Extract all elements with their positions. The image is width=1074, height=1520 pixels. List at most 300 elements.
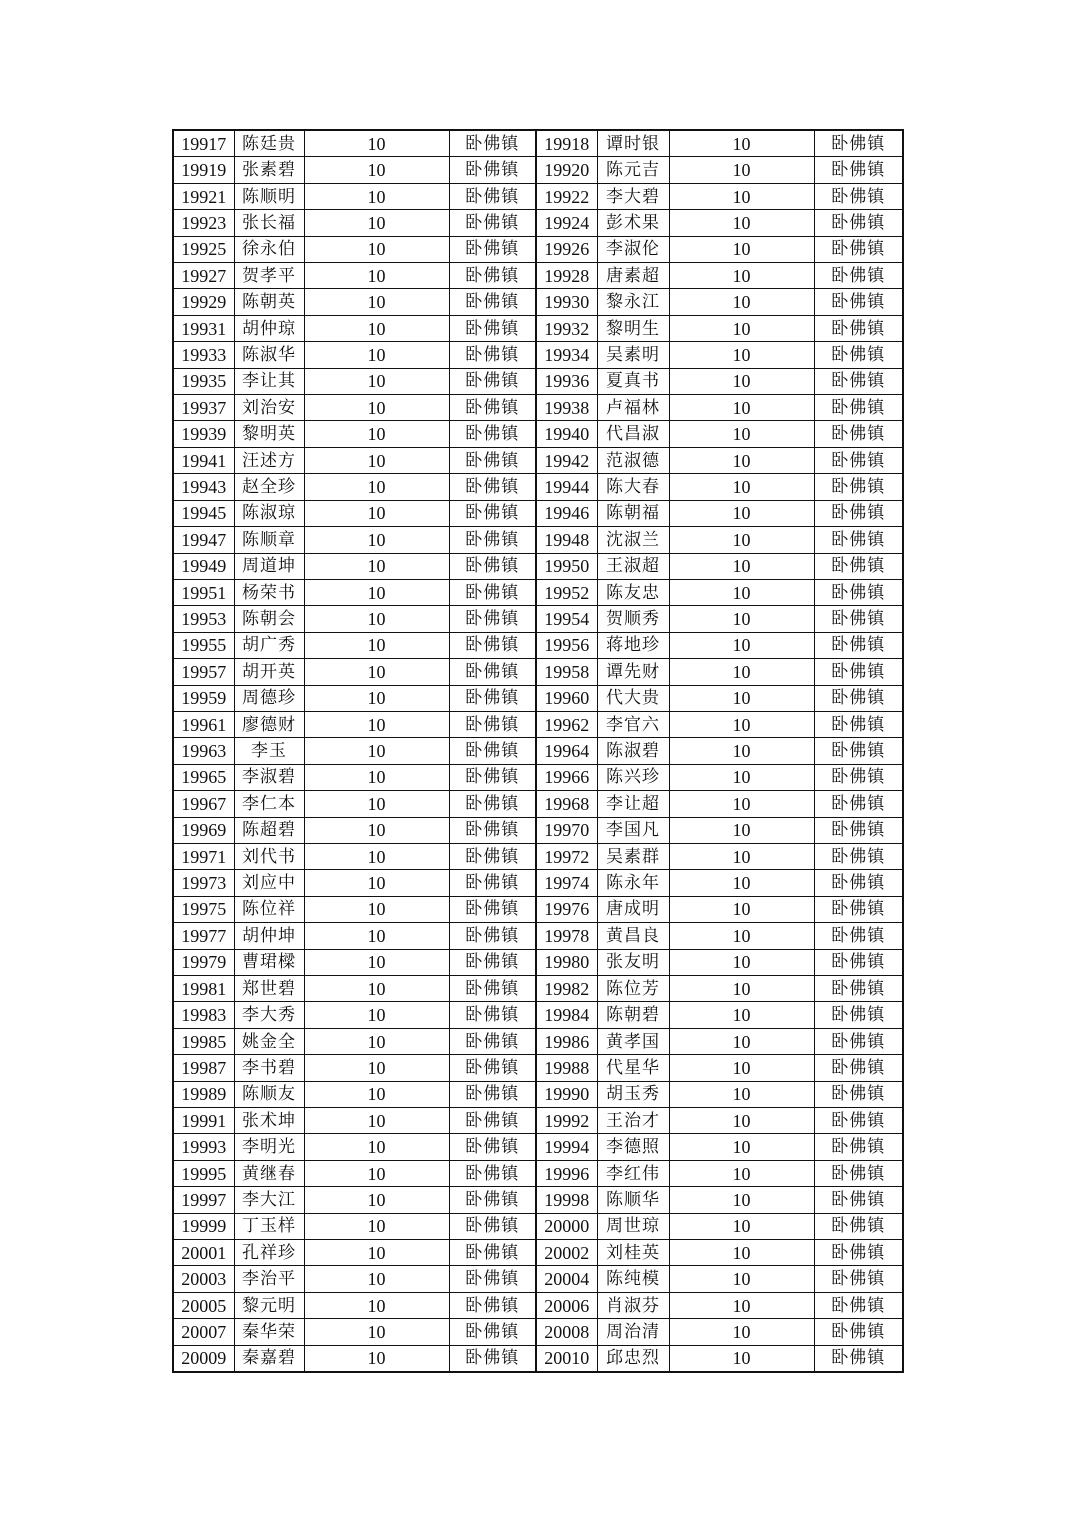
record-id-cell: 19924 [536, 210, 597, 236]
amount-cell: 10 [304, 1266, 449, 1292]
record-id-cell: 19938 [536, 395, 597, 421]
town-name-cell: 卧佛镇 [449, 474, 536, 500]
amount-cell: 10 [669, 1160, 814, 1186]
record-id-cell: 19973 [173, 870, 234, 896]
person-name-cell: 杨荣书 [234, 579, 304, 605]
town-name-cell: 卧佛镇 [814, 659, 903, 685]
person-name-cell: 胡仲琼 [234, 315, 304, 341]
town-name-cell: 卧佛镇 [814, 1319, 903, 1345]
amount-cell: 10 [669, 421, 814, 447]
record-id-cell: 19996 [536, 1160, 597, 1186]
record-id-cell: 19917 [173, 130, 234, 157]
town-name-cell: 卧佛镇 [449, 711, 536, 737]
amount-cell: 10 [669, 976, 814, 1002]
town-name-cell: 卧佛镇 [814, 1134, 903, 1160]
person-name-cell: 李玉 [234, 738, 304, 764]
amount-cell: 10 [304, 289, 449, 315]
town-name-cell: 卧佛镇 [449, 553, 536, 579]
record-id-cell: 19941 [173, 447, 234, 473]
person-name-cell: 黎明英 [234, 421, 304, 447]
town-name-cell: 卧佛镇 [449, 764, 536, 790]
person-name-cell: 陈廷贵 [234, 130, 304, 157]
person-name-cell: 代昌淑 [597, 421, 669, 447]
record-id-cell: 19999 [173, 1213, 234, 1239]
amount-cell: 10 [669, 527, 814, 553]
record-id-cell: 19940 [536, 421, 597, 447]
amount-cell: 10 [669, 738, 814, 764]
table-row [173, 447, 903, 473]
town-name-cell: 卧佛镇 [449, 659, 536, 685]
record-id-cell: 19943 [173, 474, 234, 500]
amount-cell: 10 [304, 263, 449, 289]
person-name-cell: 吴素明 [597, 342, 669, 368]
person-name-cell: 廖德财 [234, 711, 304, 737]
person-name-cell: 李大江 [234, 1187, 304, 1213]
person-name-cell: 周道坤 [234, 553, 304, 579]
amount-cell: 10 [304, 791, 449, 817]
person-name-cell: 黄继春 [234, 1160, 304, 1186]
amount-cell: 10 [669, 289, 814, 315]
amount-cell: 10 [304, 183, 449, 209]
record-id-cell: 19995 [173, 1160, 234, 1186]
amount-cell: 10 [304, 1108, 449, 1134]
amount-cell: 10 [669, 711, 814, 737]
amount-cell: 10 [669, 315, 814, 341]
person-name-cell: 陈顺友 [234, 1081, 304, 1107]
amount-cell: 10 [304, 1292, 449, 1318]
person-name-cell: 李让超 [597, 791, 669, 817]
town-name-cell: 卧佛镇 [449, 447, 536, 473]
town-name-cell: 卧佛镇 [814, 817, 903, 843]
person-name-cell: 张术坤 [234, 1108, 304, 1134]
town-name-cell: 卧佛镇 [814, 632, 903, 658]
record-id-cell: 19967 [173, 791, 234, 817]
town-name-cell: 卧佛镇 [814, 315, 903, 341]
town-name-cell: 卧佛镇 [814, 1081, 903, 1107]
record-id-cell: 19930 [536, 289, 597, 315]
town-name-cell: 卧佛镇 [449, 896, 536, 922]
town-name-cell: 卧佛镇 [814, 976, 903, 1002]
table-row [173, 1319, 903, 1345]
record-id-cell: 19985 [173, 1028, 234, 1054]
town-name-cell: 卧佛镇 [814, 711, 903, 737]
record-id-cell: 19928 [536, 263, 597, 289]
amount-cell: 10 [669, 1187, 814, 1213]
person-name-cell: 李治平 [234, 1266, 304, 1292]
table-row [173, 1240, 903, 1266]
record-id-cell: 19968 [536, 791, 597, 817]
town-name-cell: 卧佛镇 [449, 263, 536, 289]
town-name-cell: 卧佛镇 [449, 421, 536, 447]
amount-cell: 10 [304, 1081, 449, 1107]
person-name-cell: 陈位祥 [234, 896, 304, 922]
amount-cell: 10 [304, 315, 449, 341]
amount-cell: 10 [669, 659, 814, 685]
person-name-cell: 代星华 [597, 1055, 669, 1081]
amount-cell: 10 [304, 843, 449, 869]
person-name-cell: 陈大春 [597, 474, 669, 500]
amount-cell: 10 [304, 1319, 449, 1345]
person-name-cell: 刘代书 [234, 843, 304, 869]
town-name-cell: 卧佛镇 [449, 289, 536, 315]
person-name-cell: 孔祥珍 [234, 1240, 304, 1266]
record-id-cell: 19979 [173, 949, 234, 975]
amount-cell: 10 [304, 527, 449, 553]
town-name-cell: 卧佛镇 [449, 1134, 536, 1160]
person-name-cell: 李官六 [597, 711, 669, 737]
person-name-cell: 唐素超 [597, 263, 669, 289]
table-row [173, 579, 903, 605]
amount-cell: 10 [304, 817, 449, 843]
person-name-cell: 陈淑琼 [234, 500, 304, 526]
town-name-cell: 卧佛镇 [449, 632, 536, 658]
amount-cell: 10 [304, 949, 449, 975]
record-id-cell: 19920 [536, 157, 597, 183]
record-id-cell: 19974 [536, 870, 597, 896]
table-row [173, 659, 903, 685]
table-row [173, 527, 903, 553]
table-row [173, 976, 903, 1002]
record-id-cell: 19975 [173, 896, 234, 922]
town-name-cell: 卧佛镇 [814, 447, 903, 473]
table-row [173, 1055, 903, 1081]
record-id-cell: 19951 [173, 579, 234, 605]
person-name-cell: 李红伟 [597, 1160, 669, 1186]
person-name-cell: 陈顺华 [597, 1187, 669, 1213]
record-id-cell: 19953 [173, 606, 234, 632]
amount-cell: 10 [304, 764, 449, 790]
record-id-cell: 19994 [536, 1134, 597, 1160]
table-row [173, 632, 903, 658]
record-id-cell: 19966 [536, 764, 597, 790]
record-id-cell: 19958 [536, 659, 597, 685]
amount-cell: 10 [669, 500, 814, 526]
record-id-cell: 19959 [173, 685, 234, 711]
record-id-cell: 19945 [173, 500, 234, 526]
record-id-cell: 19989 [173, 1081, 234, 1107]
town-name-cell: 卧佛镇 [814, 1002, 903, 1028]
table-row [173, 368, 903, 394]
record-id-cell: 19960 [536, 685, 597, 711]
person-name-cell: 李国凡 [597, 817, 669, 843]
record-id-cell: 19939 [173, 421, 234, 447]
table-row [173, 500, 903, 526]
amount-cell: 10 [669, 579, 814, 605]
record-id-cell: 19981 [173, 976, 234, 1002]
town-name-cell: 卧佛镇 [449, 342, 536, 368]
record-id-cell: 19927 [173, 263, 234, 289]
amount-cell: 10 [304, 210, 449, 236]
amount-cell: 10 [304, 870, 449, 896]
record-id-cell: 19921 [173, 183, 234, 209]
person-name-cell: 陈朝福 [597, 500, 669, 526]
amount-cell: 10 [304, 711, 449, 737]
amount-cell: 10 [669, 553, 814, 579]
town-name-cell: 卧佛镇 [814, 1292, 903, 1318]
town-name-cell: 卧佛镇 [449, 685, 536, 711]
person-name-cell: 秦嘉碧 [234, 1345, 304, 1372]
record-id-cell: 19947 [173, 527, 234, 553]
town-name-cell: 卧佛镇 [814, 1055, 903, 1081]
town-name-cell: 卧佛镇 [814, 738, 903, 764]
person-name-cell: 王治才 [597, 1108, 669, 1134]
town-name-cell: 卧佛镇 [814, 949, 903, 975]
amount-cell: 10 [669, 949, 814, 975]
amount-cell: 10 [304, 421, 449, 447]
table-row [173, 1134, 903, 1160]
amount-cell: 10 [304, 1240, 449, 1266]
town-name-cell: 卧佛镇 [449, 1081, 536, 1107]
amount-cell: 10 [669, 236, 814, 262]
amount-cell: 10 [669, 632, 814, 658]
table-row [173, 738, 903, 764]
amount-cell: 10 [304, 923, 449, 949]
town-name-cell: 卧佛镇 [449, 236, 536, 262]
amount-cell: 10 [304, 1002, 449, 1028]
person-name-cell: 刘治安 [234, 395, 304, 421]
table-row [173, 1187, 903, 1213]
roster-body [173, 130, 903, 1372]
town-name-cell: 卧佛镇 [449, 1240, 536, 1266]
amount-cell: 10 [304, 659, 449, 685]
person-name-cell: 胡广秀 [234, 632, 304, 658]
person-name-cell: 李德照 [597, 1134, 669, 1160]
table-row [173, 1108, 903, 1134]
person-name-cell: 沈淑兰 [597, 527, 669, 553]
table-row [173, 130, 903, 157]
person-name-cell: 李淑伦 [597, 236, 669, 262]
amount-cell: 10 [669, 210, 814, 236]
record-id-cell: 19969 [173, 817, 234, 843]
town-name-cell: 卧佛镇 [814, 368, 903, 394]
record-id-cell: 19972 [536, 843, 597, 869]
table-row [173, 289, 903, 315]
amount-cell: 10 [669, 1028, 814, 1054]
town-name-cell: 卧佛镇 [449, 183, 536, 209]
record-id-cell: 19936 [536, 368, 597, 394]
table-row [173, 817, 903, 843]
table-row [173, 474, 903, 500]
table-row [173, 870, 903, 896]
amount-cell: 10 [669, 368, 814, 394]
town-name-cell: 卧佛镇 [814, 342, 903, 368]
town-name-cell: 卧佛镇 [449, 395, 536, 421]
record-id-cell: 19983 [173, 1002, 234, 1028]
amount-cell: 10 [669, 395, 814, 421]
town-name-cell: 卧佛镇 [449, 949, 536, 975]
record-id-cell: 19962 [536, 711, 597, 737]
town-name-cell: 卧佛镇 [814, 1213, 903, 1239]
amount-cell: 10 [669, 606, 814, 632]
person-name-cell: 陈顺章 [234, 527, 304, 553]
record-id-cell: 19954 [536, 606, 597, 632]
person-name-cell: 贺顺秀 [597, 606, 669, 632]
amount-cell: 10 [669, 896, 814, 922]
town-name-cell: 卧佛镇 [449, 500, 536, 526]
person-name-cell: 陈朝碧 [597, 1002, 669, 1028]
person-name-cell: 卢福林 [597, 395, 669, 421]
town-name-cell: 卧佛镇 [814, 289, 903, 315]
record-id-cell: 20008 [536, 1319, 597, 1345]
person-name-cell: 汪述方 [234, 447, 304, 473]
person-name-cell: 李书碧 [234, 1055, 304, 1081]
town-name-cell: 卧佛镇 [814, 236, 903, 262]
person-name-cell: 李大碧 [597, 183, 669, 209]
table-row [173, 263, 903, 289]
town-name-cell: 卧佛镇 [449, 315, 536, 341]
town-name-cell: 卧佛镇 [449, 923, 536, 949]
town-name-cell: 卧佛镇 [814, 553, 903, 579]
town-name-cell: 卧佛镇 [814, 764, 903, 790]
amount-cell: 10 [669, 1002, 814, 1028]
amount-cell: 10 [669, 791, 814, 817]
amount-cell: 10 [304, 1345, 449, 1372]
person-name-cell: 陈超碧 [234, 817, 304, 843]
table-row [173, 923, 903, 949]
person-name-cell: 肖淑芬 [597, 1292, 669, 1318]
town-name-cell: 卧佛镇 [814, 263, 903, 289]
record-id-cell: 19986 [536, 1028, 597, 1054]
town-name-cell: 卧佛镇 [449, 1292, 536, 1318]
amount-cell: 10 [669, 130, 814, 157]
town-name-cell: 卧佛镇 [814, 421, 903, 447]
record-id-cell: 19965 [173, 764, 234, 790]
record-id-cell: 19955 [173, 632, 234, 658]
record-id-cell: 19978 [536, 923, 597, 949]
town-name-cell: 卧佛镇 [814, 791, 903, 817]
record-id-cell: 19923 [173, 210, 234, 236]
amount-cell: 10 [304, 1187, 449, 1213]
town-name-cell: 卧佛镇 [814, 527, 903, 553]
person-name-cell: 丁玉样 [234, 1213, 304, 1239]
town-name-cell: 卧佛镇 [814, 606, 903, 632]
record-id-cell: 19976 [536, 896, 597, 922]
person-name-cell: 陈朝英 [234, 289, 304, 315]
amount-cell: 10 [669, 474, 814, 500]
record-id-cell: 20000 [536, 1213, 597, 1239]
person-name-cell: 周德珍 [234, 685, 304, 711]
person-name-cell: 李明光 [234, 1134, 304, 1160]
record-id-cell: 20007 [173, 1319, 234, 1345]
person-name-cell: 秦华荣 [234, 1319, 304, 1345]
person-name-cell: 张素碧 [234, 157, 304, 183]
record-id-cell: 19931 [173, 315, 234, 341]
table-row [173, 1081, 903, 1107]
town-name-cell: 卧佛镇 [814, 395, 903, 421]
amount-cell: 10 [304, 342, 449, 368]
record-id-cell: 19949 [173, 553, 234, 579]
amount-cell: 10 [304, 368, 449, 394]
town-name-cell: 卧佛镇 [814, 579, 903, 605]
amount-cell: 10 [669, 1055, 814, 1081]
person-name-cell: 陈兴珍 [597, 764, 669, 790]
table-row [173, 315, 903, 341]
town-name-cell: 卧佛镇 [814, 685, 903, 711]
table-row [173, 685, 903, 711]
record-id-cell: 19993 [173, 1134, 234, 1160]
town-name-cell: 卧佛镇 [814, 1240, 903, 1266]
record-id-cell: 19988 [536, 1055, 597, 1081]
amount-cell: 10 [669, 1319, 814, 1345]
record-id-cell: 19926 [536, 236, 597, 262]
amount-cell: 10 [304, 579, 449, 605]
record-id-cell: 19956 [536, 632, 597, 658]
person-name-cell: 张友明 [597, 949, 669, 975]
amount-cell: 10 [304, 474, 449, 500]
record-id-cell: 19934 [536, 342, 597, 368]
town-name-cell: 卧佛镇 [449, 1028, 536, 1054]
amount-cell: 10 [669, 1345, 814, 1372]
town-name-cell: 卧佛镇 [449, 1002, 536, 1028]
person-name-cell: 赵全珍 [234, 474, 304, 500]
town-name-cell: 卧佛镇 [449, 817, 536, 843]
record-id-cell: 19991 [173, 1108, 234, 1134]
amount-cell: 10 [669, 157, 814, 183]
record-id-cell: 19977 [173, 923, 234, 949]
town-name-cell: 卧佛镇 [449, 870, 536, 896]
table-row [173, 896, 903, 922]
table-row [173, 1028, 903, 1054]
person-name-cell: 姚金全 [234, 1028, 304, 1054]
person-name-cell: 陈纯模 [597, 1266, 669, 1292]
amount-cell: 10 [304, 1160, 449, 1186]
table-row [173, 1266, 903, 1292]
person-name-cell: 郑世碧 [234, 976, 304, 1002]
amount-cell: 10 [304, 1134, 449, 1160]
person-name-cell: 李让其 [234, 368, 304, 394]
amount-cell: 10 [669, 1240, 814, 1266]
record-id-cell: 19964 [536, 738, 597, 764]
town-name-cell: 卧佛镇 [449, 1108, 536, 1134]
amount-cell: 10 [304, 606, 449, 632]
record-id-cell: 19998 [536, 1187, 597, 1213]
amount-cell: 10 [669, 447, 814, 473]
amount-cell: 10 [304, 1028, 449, 1054]
record-id-cell: 19950 [536, 553, 597, 579]
person-name-cell: 王淑超 [597, 553, 669, 579]
table-row [173, 236, 903, 262]
record-id-cell: 19971 [173, 843, 234, 869]
town-name-cell: 卧佛镇 [814, 870, 903, 896]
town-name-cell: 卧佛镇 [449, 843, 536, 869]
amount-cell: 10 [304, 553, 449, 579]
person-name-cell: 胡玉秀 [597, 1081, 669, 1107]
table-row [173, 1292, 903, 1318]
person-name-cell: 陈元吉 [597, 157, 669, 183]
record-id-cell: 20009 [173, 1345, 234, 1372]
table-row [173, 1002, 903, 1028]
person-name-cell: 胡仲坤 [234, 923, 304, 949]
town-name-cell: 卧佛镇 [814, 923, 903, 949]
record-id-cell: 19933 [173, 342, 234, 368]
amount-cell: 10 [669, 870, 814, 896]
record-id-cell: 19918 [536, 130, 597, 157]
town-name-cell: 卧佛镇 [814, 183, 903, 209]
table-row [173, 606, 903, 632]
amount-cell: 10 [304, 130, 449, 157]
table-row [173, 843, 903, 869]
town-name-cell: 卧佛镇 [814, 210, 903, 236]
table-row [173, 791, 903, 817]
record-id-cell: 20004 [536, 1266, 597, 1292]
town-name-cell: 卧佛镇 [814, 1187, 903, 1213]
amount-cell: 10 [669, 342, 814, 368]
person-name-cell: 范淑德 [597, 447, 669, 473]
record-id-cell: 20003 [173, 1266, 234, 1292]
person-name-cell: 陈淑华 [234, 342, 304, 368]
table-row [173, 183, 903, 209]
table-row [173, 342, 903, 368]
